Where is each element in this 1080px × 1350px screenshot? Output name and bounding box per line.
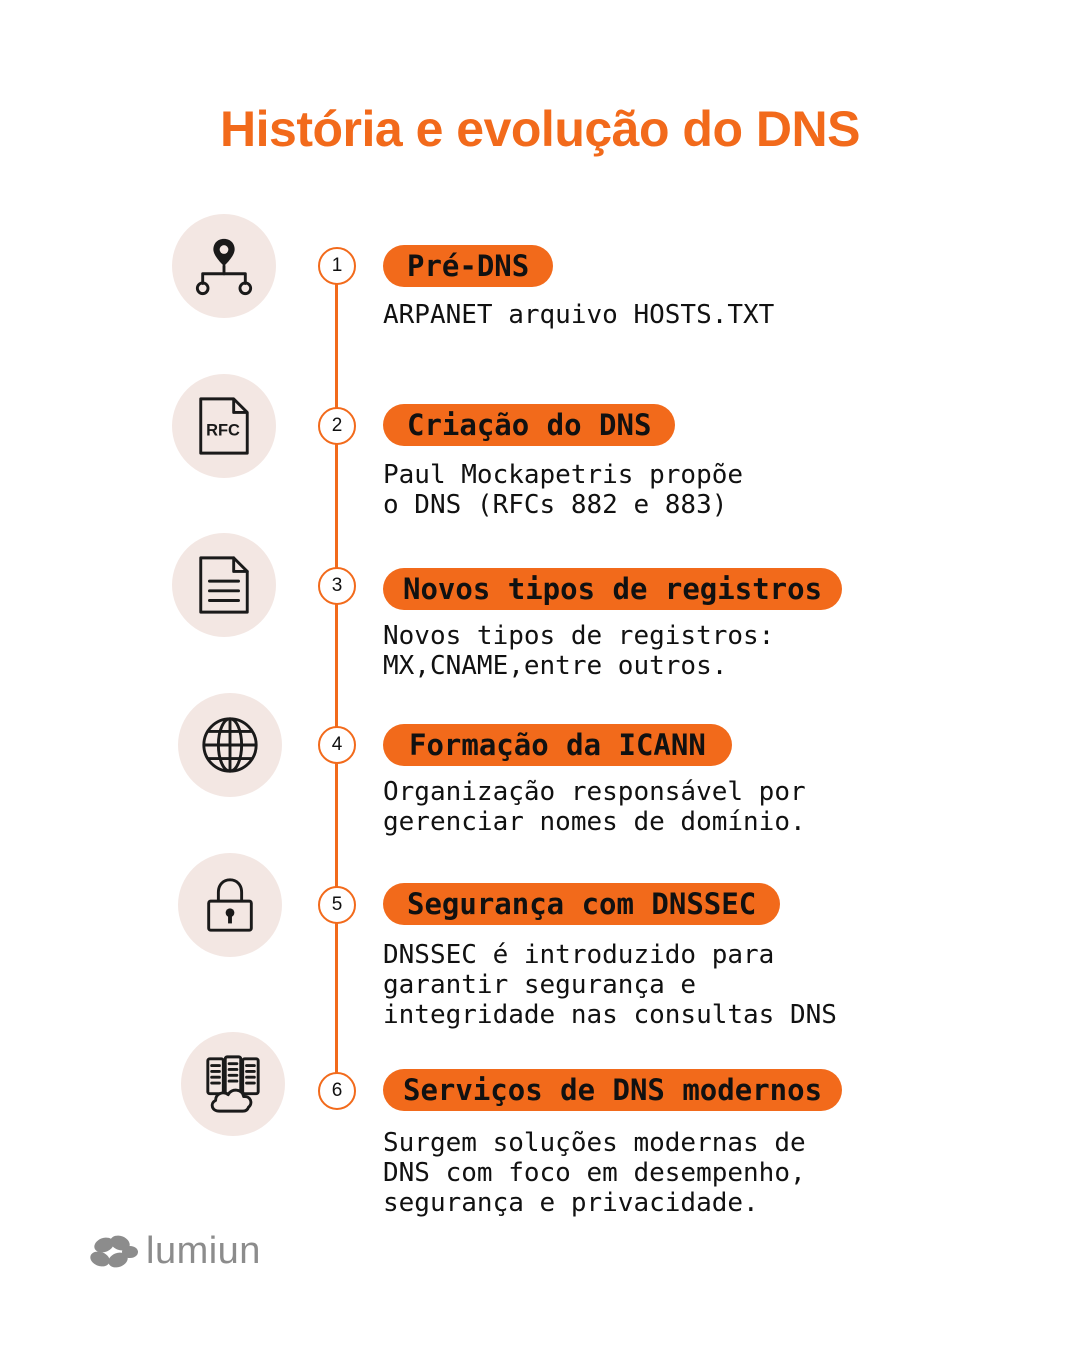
step-number-4: 4 — [318, 726, 356, 764]
description-line: o DNS (RFCs 882 e 883) — [383, 490, 728, 520]
page-title: História e evolução do DNS — [220, 101, 860, 157]
rfc-document-icon — [193, 395, 255, 457]
step-number-3: 3 — [318, 567, 356, 605]
step-number-5: 5 — [318, 886, 356, 924]
step-number-2: 2 — [318, 407, 356, 445]
lumiun-cloud-logo-icon — [88, 1232, 140, 1272]
description-line: integridade nas consultas DNS — [383, 1000, 837, 1030]
step-title-6: Serviços de DNS modernos — [383, 1069, 842, 1111]
step-title-3: Novos tipos de registros — [383, 568, 842, 610]
icon-circle-2 — [172, 374, 276, 478]
step-description-4 — [383, 777, 1043, 837]
step-title-1: Pré-DNS — [383, 245, 553, 287]
description-line: gerenciar nomes de domínio. — [383, 807, 806, 837]
step-description-5 — [383, 940, 1043, 1030]
description-line: ARPANET arquivo HOSTS.TXT — [383, 300, 775, 330]
lumiun-logo — [88, 1230, 261, 1273]
timeline-line — [335, 266, 338, 1092]
step-description-3 — [383, 621, 1043, 681]
description-line: DNS com foco em desempenho, — [383, 1158, 806, 1188]
map-pin-network-icon — [193, 235, 255, 297]
description-line: MX,CNAME,entre outros. — [383, 651, 728, 681]
description-line: DNSSEC é introduzido para — [383, 940, 775, 970]
description-line: garantir segurança e — [383, 970, 697, 1000]
step-title-4: Formação da ICANN — [383, 724, 732, 766]
icon-circle-3 — [172, 533, 276, 637]
description-line: Novos tipos de registros: — [383, 621, 775, 651]
document-icon — [193, 554, 255, 616]
step-description-2 — [383, 460, 1043, 520]
step-description-6 — [383, 1128, 1043, 1218]
step-title-5: Segurança com DNSSEC — [383, 883, 780, 925]
description-line: Organização responsável por — [383, 777, 806, 807]
icon-circle-4 — [178, 693, 282, 797]
description-line: Paul Mockapetris propõe — [383, 460, 744, 490]
rfc-icon-text: RFC — [206, 421, 240, 440]
description-line: segurança e privacidade. — [383, 1188, 759, 1218]
logo-text: lumiun — [146, 1230, 261, 1272]
globe-icon — [199, 714, 261, 776]
step-description-1 — [383, 300, 1043, 330]
step-number-6: 6 — [318, 1072, 356, 1110]
description-line: Surgem soluções modernas de — [383, 1128, 806, 1158]
step-title-2: Criação do DNS — [383, 404, 675, 446]
icon-circle-5 — [178, 853, 282, 957]
server-cloud-icon — [202, 1053, 264, 1115]
icon-circle-6 — [181, 1032, 285, 1136]
step-number-1: 1 — [318, 247, 356, 285]
icon-circle-1 — [172, 214, 276, 318]
padlock-icon — [199, 874, 261, 936]
